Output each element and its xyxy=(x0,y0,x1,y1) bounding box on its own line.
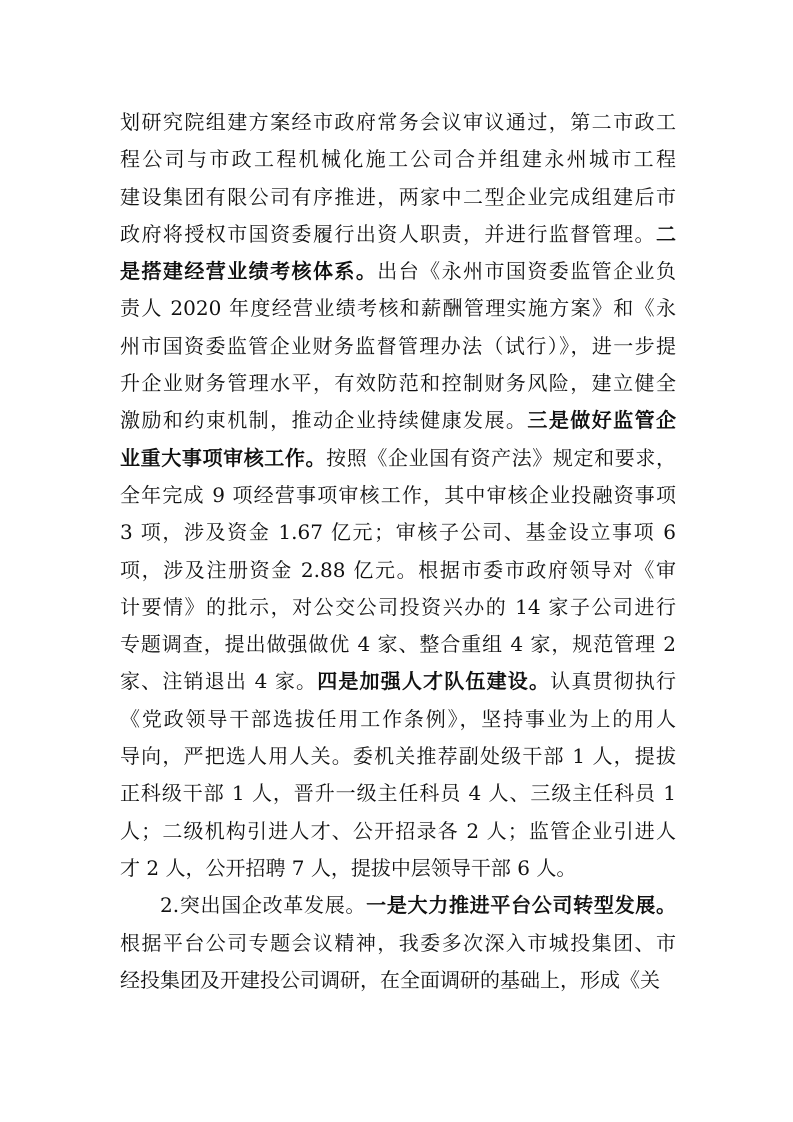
body-text: 2.突出国企改革发展。 xyxy=(160,893,367,918)
text-line xyxy=(120,589,676,626)
text-line xyxy=(120,477,676,514)
body-text: 升企业财务管理水平，有效防范和控制财务风险，建立健全 xyxy=(120,371,676,396)
text-line xyxy=(120,104,676,141)
body-text: 家、注销退出 4 家。 xyxy=(120,669,318,694)
body-text: 导向，严把选人用人关。委机关推荐副处级干部 1 人，提拔 xyxy=(120,744,676,769)
text-line xyxy=(120,328,676,365)
text-line xyxy=(120,738,676,775)
body-text: 项，涉及注册资金 2.88 亿元。根据市委市政府领导对《审 xyxy=(120,557,676,582)
body-text: 正科级干部 1 人，晋升一级主任科员 4 人、三级主任科员 1 xyxy=(120,781,676,806)
body-text: 政府将授权市国资委履行出资人职责，并进行监督管理。 xyxy=(120,221,656,246)
body-text: 经投集团及开建投公司调研，在全面调研的基础上，形成《关 xyxy=(120,967,660,992)
document-page xyxy=(120,104,676,999)
body-text: 《党政领导干部选拔任用工作条例》，坚持事业为上的用人 xyxy=(120,706,676,731)
text-line xyxy=(120,141,676,178)
text-line xyxy=(120,701,676,738)
bold-heading-text: 四是加强人才队伍建设。 xyxy=(317,669,551,694)
bold-heading-text: 业重大事项审核工作。 xyxy=(120,445,327,470)
text-line xyxy=(120,552,676,589)
document-body xyxy=(120,104,676,999)
body-text: 3 项，涉及资金 1.67 亿元；审核子公司、基金设立事项 6 xyxy=(120,520,676,545)
bold-heading-text: 三是做好监管企 xyxy=(527,408,676,433)
body-text: 划研究院组建方案经市政府常务会议审议通过，第二市政工 xyxy=(120,110,676,134)
body-text: 根据平台公司专题会议精神，我委多次深入市城投集团、市 xyxy=(120,930,676,955)
body-text: 按照《企业国有资产法》规定和要求， xyxy=(326,445,676,470)
bold-heading-text: 一是大力推进平台公司转型发展。 xyxy=(366,893,676,918)
text-line xyxy=(120,663,676,700)
body-text: 州市国资委监管企业财务监督管理办法（试行）》，进一步提 xyxy=(120,333,676,358)
body-text: 建设集团有限公司有序推进，两家中二型企业完成组建后市 xyxy=(120,184,676,209)
body-text: 责人 2020 年度经营业绩考核和薪酬管理实施方案》和《永 xyxy=(120,296,676,321)
text-line xyxy=(120,813,676,850)
text-line xyxy=(120,440,676,477)
text-line xyxy=(120,626,676,663)
text-line xyxy=(120,850,676,887)
body-text: 激励和约束机制，推动企业持续健康发展。 xyxy=(120,408,528,433)
text-line xyxy=(120,290,676,327)
body-text: 计要情》的批示，对公交公司投资兴办的 14 家子公司进行 xyxy=(120,594,676,619)
text-line xyxy=(120,365,676,402)
body-text: 全年完成 9 项经营事项审核工作，其中审核企业投融资事项 xyxy=(120,482,676,507)
body-text: 人；二级机构引进人才、公开招录各 2 人；监管企业引进人 xyxy=(120,818,676,843)
text-line xyxy=(120,925,676,962)
body-text: 出台《永州市国资委监管企业负 xyxy=(377,259,676,284)
bold-heading-text: 是搭建经营业绩考核体系。 xyxy=(120,259,378,284)
text-line xyxy=(120,253,676,290)
body-text: 认真贯彻执行 xyxy=(550,669,676,694)
text-line xyxy=(120,887,676,924)
body-text: 才 2 人，公开招聘 7 人，提拔中层领导干部 6 人。 xyxy=(120,855,577,880)
text-line xyxy=(120,402,676,439)
text-line xyxy=(120,216,676,253)
text-line xyxy=(120,962,676,999)
text-line xyxy=(120,514,676,551)
body-text: 专题调查，提出做强做优 4 家、整合重组 4 家，规范管理 2 xyxy=(120,632,676,657)
bold-heading-text: 二 xyxy=(656,221,676,246)
text-line xyxy=(120,179,676,216)
text-line xyxy=(120,775,676,812)
body-text: 程公司与市政工程机械化施工公司合并组建永州城市工程 xyxy=(120,147,676,172)
